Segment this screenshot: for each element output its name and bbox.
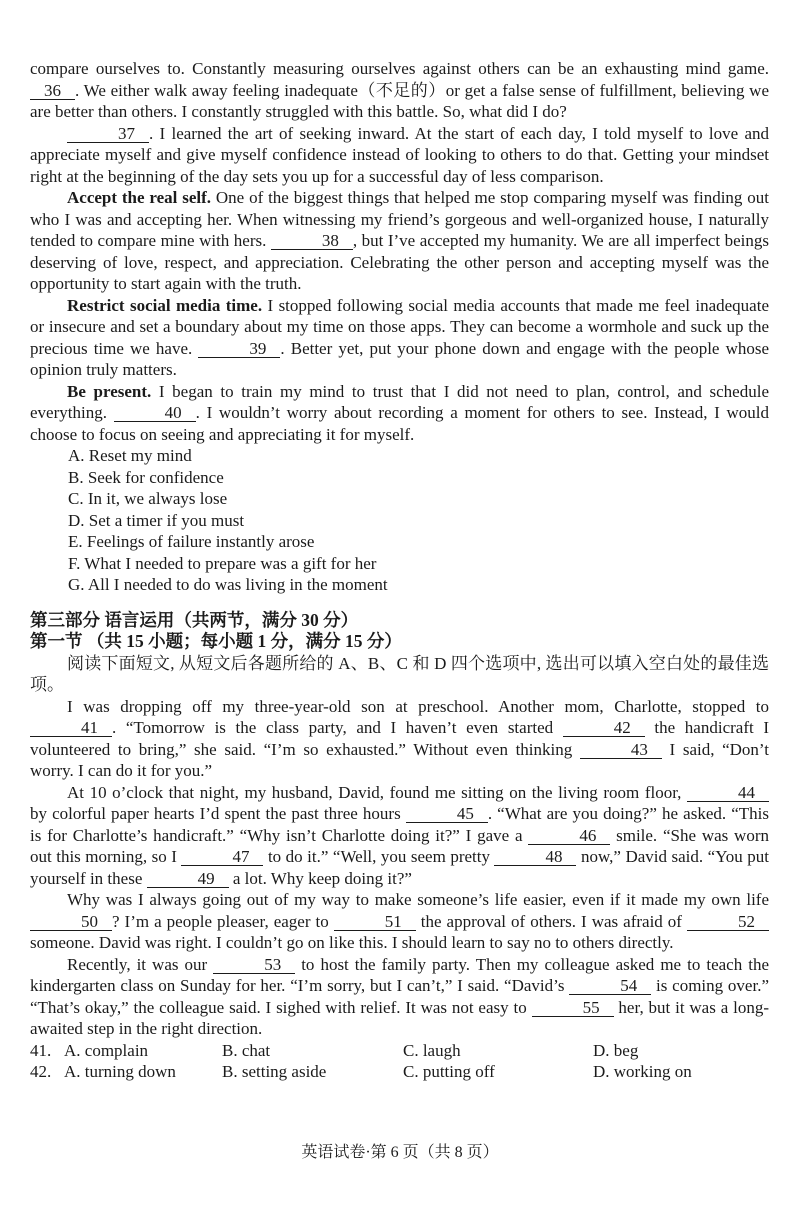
cloze-paragraph-2: At 10 o’clock that night, my husband, David, found me sitting on the living room floor, 44 by colorful paper hearts I’d spent the past three hours 45 . “What are you doing?” he asked. “This is for Charlotte’s handicraft.” “Why isn’t Charlotte doing it?” I gave a 46 smile. “She was worn out this morning, so I 47 to do it.” “Well, you seem pretty 48 now,” David said. “You put yourself in these 49 a lot. Why keep doing it?” <box>30 782 769 888</box>
blank-45: 45 <box>406 806 488 823</box>
option-list-a-to-g <box>30 445 769 596</box>
blank-39: 39 <box>198 341 280 358</box>
blank-50: 50 <box>30 914 112 931</box>
cloze-instructions: 阅读下面短文, 从短文后各题所给的 A、B、C 和 D 四个选项中, 选出可以填入空白处的最佳选项。 <box>30 653 769 694</box>
bold-lead-in: Accept the real self. <box>67 188 212 207</box>
passage-paragraph-1: compare ourselves to. Constantly measuring ourselves against others can be an exhausting mind game. 36 . We either walk away feeling inadequate（不足的）or get a false sense of fulfillment, believing we are better than others. I constantly struggled with this battle. So, what did I do? <box>30 59 769 121</box>
bold-lead-in: Be present. <box>67 381 152 401</box>
question-option-c: C. putting off <box>403 1062 495 1081</box>
question-number: 41. <box>30 1040 52 1060</box>
option-item-c: C. In it, we always lose <box>68 489 228 508</box>
blank-41: 41 <box>30 720 112 737</box>
blank-49: 49 <box>147 871 229 888</box>
blank-47: 47 <box>181 849 263 866</box>
section-three-language-use <box>30 610 769 1083</box>
question-option-b: B. setting aside <box>222 1062 327 1081</box>
bold-lead-in: Restrict social media time. <box>67 295 263 315</box>
passage-paragraph-2: 37 . I learned the art of seeking inward. At the start of each day, I told myself to love and appreciate myself and give myself confidence instead of looking to others to do that. Getting your mindset right at the beginning of the day sets you up for a successful day of less comparison. <box>30 123 769 186</box>
cloze-paragraph-3: Why was I always going out of my way to make someone’s life easier, even if it made my own life 50 ? I’m a people pleaser, eager to 51 the approval of others. I was afraid of 52 someone. David was right. I couldn’t go on like this. I should learn to say no to others directly. <box>30 890 769 952</box>
blank-36: 36 <box>30 83 75 100</box>
cloze-paragraph-1: I was dropping off my three-year-old son at preschool. Another mom, Charlotte, stopped to 41 . “Tomorrow is the class party, and I haven’t even started 42 the handicraft I volunteered to bring,” she said. “I’m so exhausted.” Without even thinking 43 I said, “Don’t worry. I can do it for you.” <box>30 696 770 780</box>
passage-paragraph-3: Accept the real self. One of the biggest things that helped me stop comparing myself was finding out who I was and accepting her. When witnessing my friend’s gorgeous and well-organized house, I naturally tended to compare mine with hers. 38 , but I’ve accepted my humanity. We are all imperfect beings deserving of love, respect, and appreciation. Celebrating the other person and accepting myself was the opportunity to start again with the truth. <box>30 188 769 293</box>
seven-select-five-section <box>30 58 769 596</box>
blank-44: 44 <box>687 785 769 802</box>
option-item-d: D. Set a timer if you must <box>68 510 245 530</box>
blank-40: 40 <box>114 405 196 422</box>
page-footer: 英语试卷·第 6 页（共 8 页） <box>301 1144 499 1161</box>
question-row-41 <box>30 1040 769 1062</box>
question-number: 42. <box>30 1062 52 1081</box>
blank-42: 42 <box>563 720 645 737</box>
question-option-a: A. complain <box>64 1040 149 1060</box>
blank-48: 48 <box>494 849 576 866</box>
question-option-d: D. beg <box>593 1040 639 1060</box>
option-item-f: F. What I needed to prepare was a gift for her <box>68 553 377 573</box>
blank-38: 38 <box>271 233 353 250</box>
option-item-b: B. Seek for confidence <box>68 467 224 487</box>
blank-53: 53 <box>213 957 295 974</box>
blank-51: 51 <box>334 914 416 931</box>
option-item-e: E. Feelings of failure instantly arose <box>68 532 315 551</box>
question-option-b: B. chat <box>222 1040 271 1060</box>
blank-54: 54 <box>569 978 651 995</box>
passage-paragraph-5: Be present. I began to train my mind to trust that I did not need to plan, control, and schedule everything. 40 . I wouldn’t worry about recording a moment for others to see. Instead, I would choose to focus on seeing and appreciating it for myself. <box>30 381 769 444</box>
blank-55: 55 <box>532 1000 614 1017</box>
blank-46: 46 <box>528 828 610 845</box>
cloze-paragraph-4: Recently, it was our 53 to host the family party. Then my colleague asked me to teach the kindergarten class on Sunday for her. “I’m sorry, but I can’t,” I said. “David’s 54 is coming over.” “That’s okay,” the colleague said. I sighed with relief. It was not easy to 55 her, but it was a long-awaited step in the right direction. <box>30 954 769 1038</box>
blank-37: 37 <box>67 126 149 143</box>
question-option-c: C. laugh <box>403 1040 461 1060</box>
blank-52: 52 <box>687 914 769 931</box>
passage-paragraph-4: Restrict social media time. I stopped following social media accounts that made me feel inadequate or insecure and set a boundary about my time on those apps. They can become a wormhole and suck up the precious time we have. 39 . Better yet, put your phone down and engage with the people whose opinion truly matters. <box>30 295 770 379</box>
question-option-d: D. working on <box>593 1062 692 1081</box>
blank-43: 43 <box>580 742 662 759</box>
question-option-a: A. turning down <box>64 1062 176 1081</box>
section-part-heading: 第三部分 语言运用（共两节，满分 30 分） <box>30 609 359 630</box>
section-one-heading: 第一节 （共 15 小题；每小题 1 分，满分 15 分） <box>30 631 402 651</box>
option-item-g: G. All I needed to do was living in the moment <box>68 575 388 594</box>
option-item-a: A. Reset my mind <box>68 446 192 465</box>
question-row-42 <box>30 1061 769 1083</box>
